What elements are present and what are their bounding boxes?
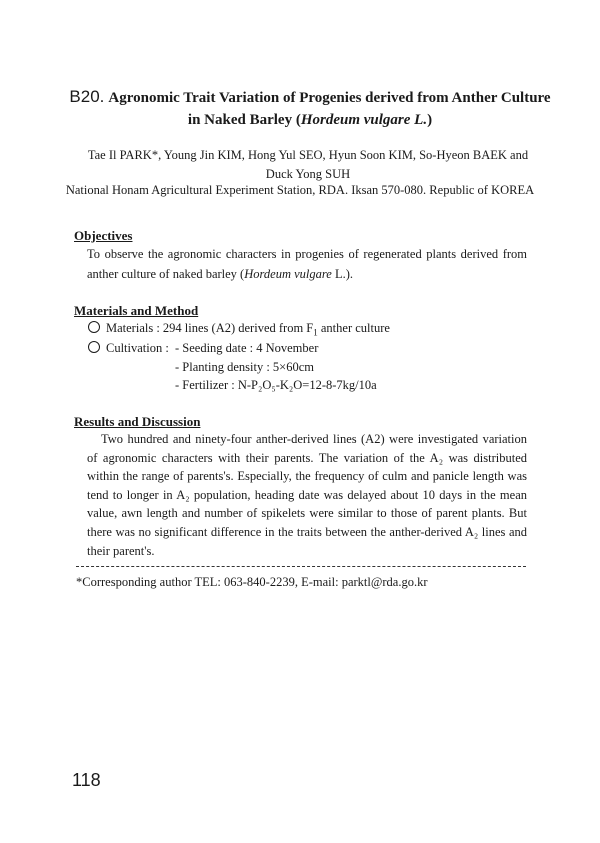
objectives-text-body: To observe the agronomic characters in progenies of regenerated plants derived from anther culture of naked barley ( xyxy=(87,247,527,281)
materials-label: Materials : 294 lines (A2) derived from F xyxy=(106,321,314,335)
materials-tail: anther culture xyxy=(317,321,390,335)
results-text: Two hundred and ninety-four anther-derived lines (A2) were investigated variation of agronomic characters with their parents. The variation of the A₂ was distributed within the range of parents's. Especially, the frequency of culm and panicle length was tend to longer in A₂ population, heading date was delayed about 10 days in the mean value, awn length and number of spikelets were similar to those of parent plants. But there was no significant difference in the traits between the anther-derived A₂ lines and their parent's. xyxy=(87,432,527,558)
title-line-1 xyxy=(60,86,560,109)
page-number: 118 xyxy=(72,770,101,790)
title-text-line-2: in Naked Barley ( xyxy=(187,112,301,128)
cultivation-item xyxy=(88,339,169,357)
results-heading: Results and Discussion xyxy=(74,414,201,429)
objectives-species: Hordeum vulgare xyxy=(244,267,332,281)
author-line-2: Duck Yong SUH xyxy=(265,167,351,181)
title-species: Hordeum vulgare L. xyxy=(300,112,428,128)
corresponding-author-footnote: *Corresponding author TEL: 063-840-2239, E-mail: parktl@rda.go.kr xyxy=(76,575,428,589)
circle-bullet-icon xyxy=(88,341,100,353)
footnote-divider xyxy=(76,566,526,567)
paper-title xyxy=(60,86,560,131)
cultivation-label: Cultivation : xyxy=(106,341,169,355)
materials-subscript: 1 xyxy=(313,327,318,338)
cultivation-detail-1: - Seeding date : 4 November xyxy=(175,341,319,355)
title-text-line-1: Agronomic Trait Variation of Progenies derived from Anther Culture xyxy=(108,90,551,106)
materials-heading: Materials and Method xyxy=(74,303,199,318)
author-line-1: Tae Il PARK*, Young Jin KIM, Hong Yul SEO, Hyun Soon KIM, So-Hyeon BAEK and xyxy=(87,148,529,162)
author-list xyxy=(78,146,538,184)
objectives-heading: Objectives xyxy=(74,228,133,243)
title-close-paren: ) xyxy=(427,112,433,128)
title-line-2 xyxy=(60,109,560,131)
abstract-id: B20. xyxy=(69,87,105,106)
objectives-text xyxy=(87,244,527,284)
cultivation-detail-3: - Fertilizer : N-P₂O₅-K₂O=12-8-7kg/10a xyxy=(175,378,377,392)
cultivation-detail-2: - Planting density : 5×60cm xyxy=(175,360,314,374)
circle-bullet-icon xyxy=(88,321,100,333)
objectives-text-tail: L.). xyxy=(331,267,354,281)
affiliation: National Honam Agricultural Experiment Station, RDA. Iksan 570-080. Republic of KOREA xyxy=(65,183,535,197)
